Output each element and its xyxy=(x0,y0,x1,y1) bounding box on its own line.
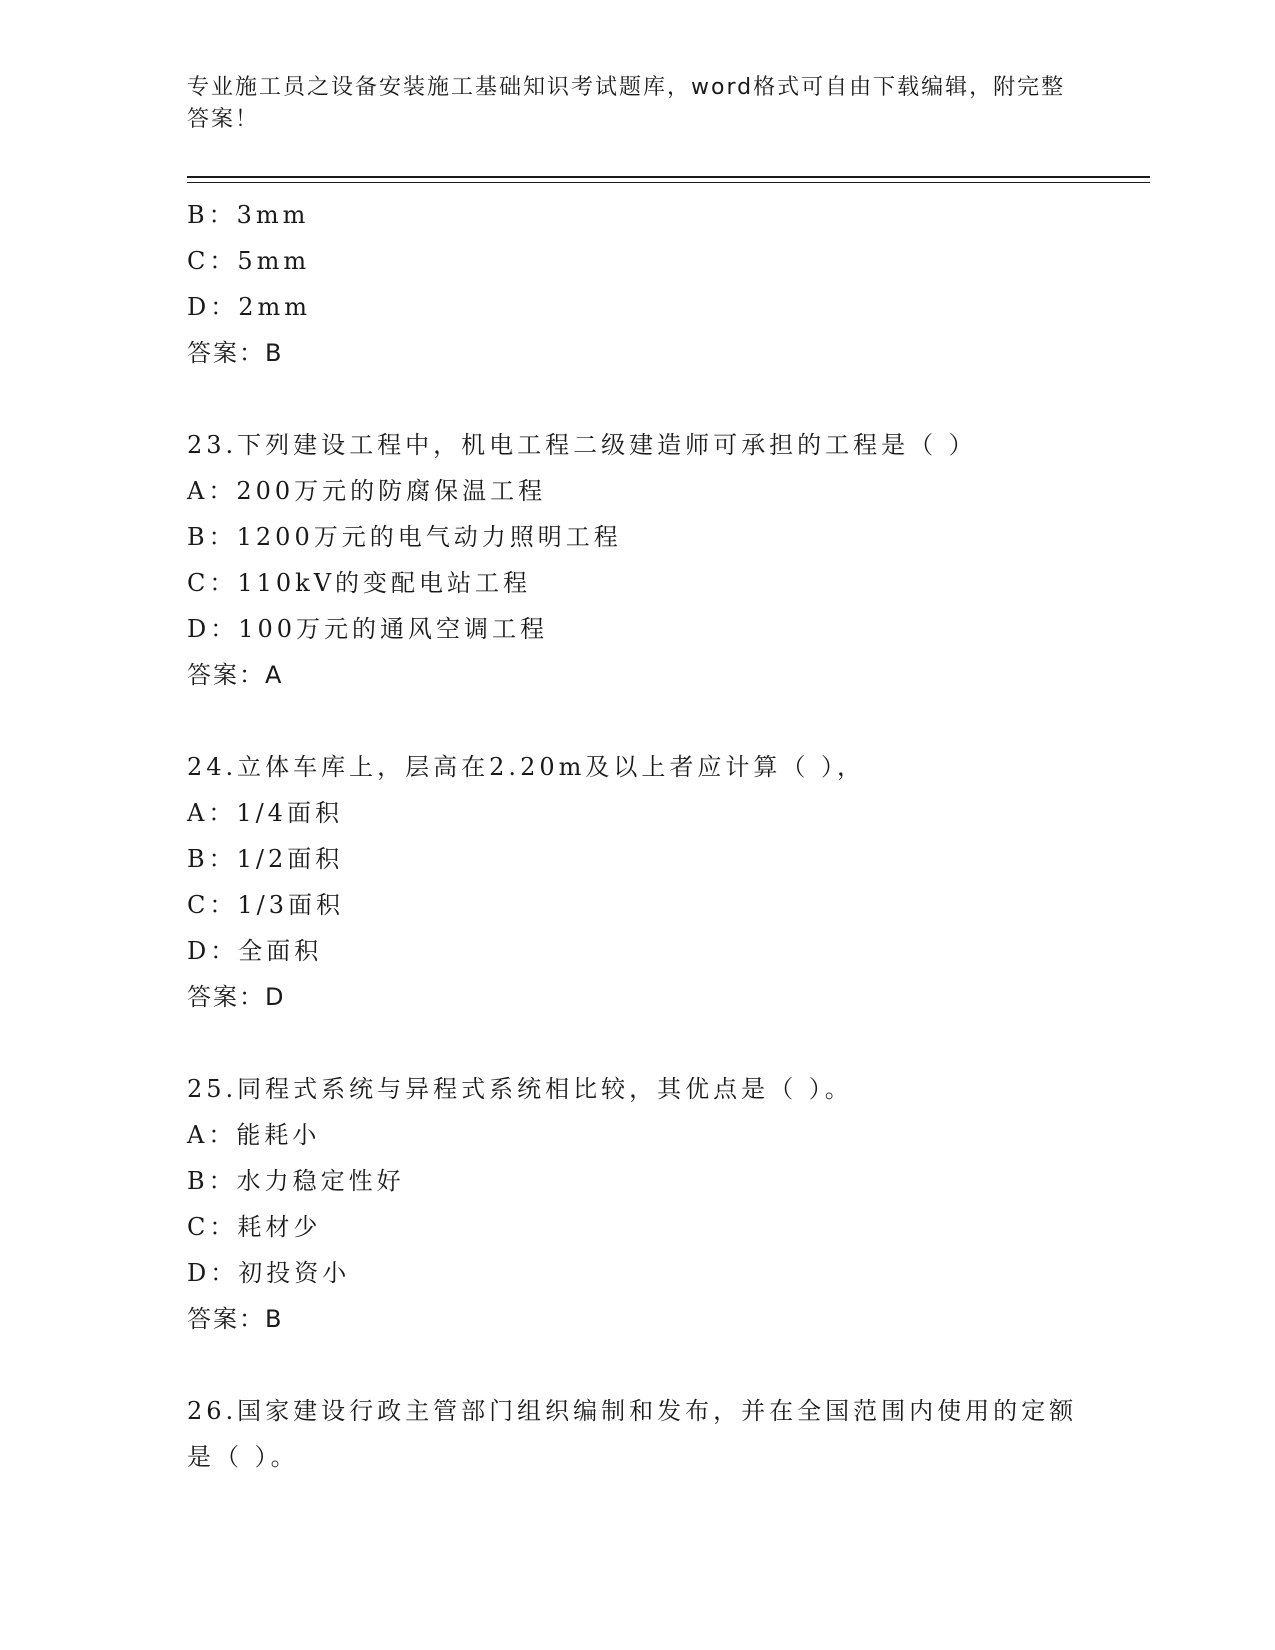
answer-line: 答案：B xyxy=(187,339,284,367)
option-d: D：全面积 xyxy=(187,937,323,965)
option-a: A：能耗小 xyxy=(187,1121,321,1149)
header-divider-thin xyxy=(187,182,1150,183)
option-b: B：1/2面积 xyxy=(187,845,344,873)
option-c: C：5mm xyxy=(187,247,311,275)
answer-line: 答案：D xyxy=(187,983,286,1011)
option-a: A：200万元的防腐保温工程 xyxy=(187,477,547,505)
option-d: D：2mm xyxy=(187,293,312,321)
question-stem: 23.下列建设工程中，机电工程二级建造师可承担的工程是（ ） xyxy=(187,431,977,459)
question-stem: 25.同程式系统与异程式系统相比较，其优点是（ ）。 xyxy=(187,1075,853,1103)
document-header: 专业施工员之设备安装施工基础知识考试题库，word格式可自由下载编辑，附完整答案！ xyxy=(187,75,1066,132)
option-d: D：100万元的通风空调工程 xyxy=(187,615,549,643)
header-divider xyxy=(187,176,1150,178)
option-c: C：1/3面积 xyxy=(187,891,344,919)
option-d: D：初投资小 xyxy=(187,1259,351,1287)
question-stem: 26.国家建设行政主管部门组织编制和发布，并在全国范围内使用的定额是（ ）。 xyxy=(187,1397,1078,1471)
answer-line: 答案：B xyxy=(187,1305,284,1333)
option-c: C：耗材少 xyxy=(187,1213,322,1241)
question-list xyxy=(187,192,1087,1480)
option-b: B：3mm xyxy=(187,201,310,229)
option-b: B：1200万元的电气动力照明工程 xyxy=(187,523,622,551)
option-a: A：1/4面积 xyxy=(187,799,343,827)
option-b: B：水力稳定性好 xyxy=(187,1167,405,1195)
option-c: C：110kV的变配电站工程 xyxy=(187,569,532,597)
answer-line: 答案：A xyxy=(187,661,284,689)
question-stem: 24.立体车库上，层高在2.20m及以上者应计算（ ）， xyxy=(187,753,865,781)
